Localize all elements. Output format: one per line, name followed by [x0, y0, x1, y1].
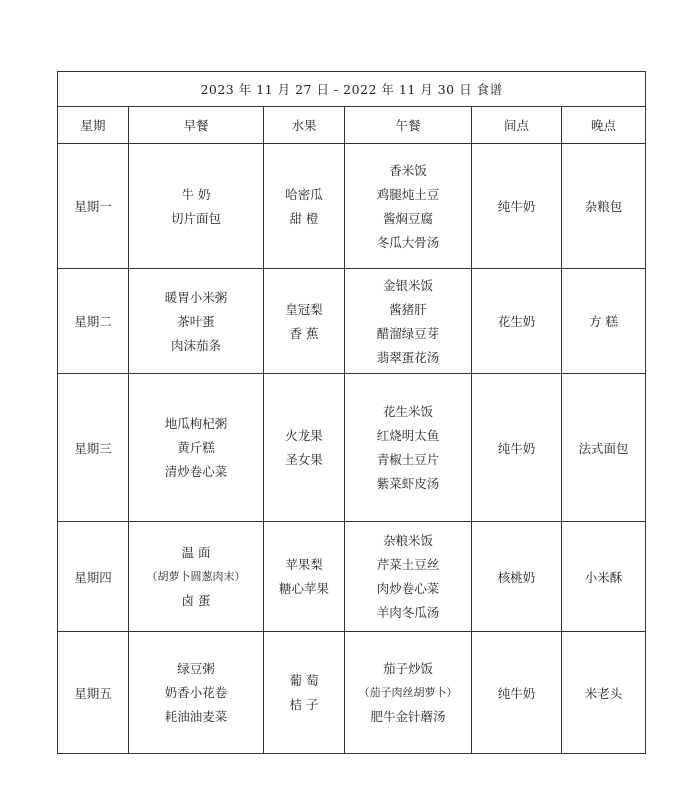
fruit-item: 圣女果 [285, 452, 323, 467]
lunch-item: 茄子炒饭 [382, 661, 433, 676]
dinner-cell: 米老头 [562, 632, 646, 754]
snack-cell: 核桃奶 [472, 522, 562, 632]
breakfast-cell [129, 522, 264, 632]
lunch-item: 醋溜绿豆芽 [376, 325, 440, 341]
header-dinner: 晚点 [562, 107, 646, 144]
table-row-monday [58, 144, 646, 269]
fruit-item: 苹果梨 [285, 557, 323, 572]
lunch-item: 紫菜虾皮汤 [376, 476, 440, 491]
lunch-cell [345, 374, 472, 522]
table-row-friday [58, 632, 646, 754]
breakfast-cell [129, 632, 264, 754]
breakfast-item: 肉沫茄条 [170, 337, 221, 353]
breakfast-item: 牛 奶 [181, 186, 211, 202]
lunch-item: （茄子肉丝胡萝卜） [358, 686, 458, 699]
breakfast-item: 切片面包 [170, 210, 221, 226]
fruit-item: 香 蕉 [289, 325, 319, 341]
fruit-cell [264, 374, 345, 522]
weekday-cell: 星期四 [58, 522, 129, 632]
breakfast-item: 温 面 [181, 545, 211, 560]
lunch-item: 肉炒卷心菜 [376, 581, 440, 596]
fruit-item: 甜 橙 [289, 210, 319, 226]
lunch-item: 酱焖豆腐 [382, 210, 433, 226]
fruit-item: 糖心苹果 [278, 581, 329, 596]
header-breakfast: 早餐 [129, 107, 264, 144]
lunch-item: 红烧明太鱼 [376, 428, 440, 443]
lunch-item: 金银米饭 [382, 277, 433, 293]
breakfast-item: 暖胃小米粥 [164, 289, 228, 305]
lunch-item: 翡翠蛋花汤 [376, 349, 440, 365]
lunch-item: 杂粮米饭 [382, 533, 433, 548]
fruit-cell [264, 269, 345, 374]
lunch-item: 青椒土豆片 [376, 452, 440, 467]
dinner-cell: 方 糕 [562, 269, 646, 374]
lunch-cell [345, 632, 472, 754]
lunch-cell [345, 269, 472, 374]
menu-title: 2023 年 11 月 27 日 - 2022 年 11 月 30 日 食谱 [58, 72, 646, 107]
breakfast-cell [129, 269, 264, 374]
lunch-item: 鸡腿炖土豆 [376, 186, 440, 202]
table-row-wednesday [58, 374, 646, 522]
fruit-cell [264, 144, 345, 269]
table-row-thursday [58, 522, 646, 632]
snack-cell: 纯牛奶 [472, 632, 562, 754]
snack-cell: 花生奶 [472, 269, 562, 374]
header-weekday: 星期 [58, 107, 129, 144]
lunch-item: 花生米饭 [382, 404, 433, 419]
lunch-cell [345, 522, 472, 632]
header-fruit: 水果 [264, 107, 345, 144]
breakfast-cell [129, 374, 264, 522]
fruit-item: 桔 子 [289, 697, 319, 712]
fruit-item: 葡 萄 [289, 673, 319, 688]
dinner-cell: 小米酥 [562, 522, 646, 632]
fruit-cell [264, 632, 345, 754]
breakfast-item: （胡萝卜圆葱肉末） [146, 570, 246, 583]
lunch-item: 冬瓜大骨汤 [376, 234, 440, 250]
breakfast-item: 绿豆粥 [177, 661, 215, 676]
snack-cell: 纯牛奶 [472, 144, 562, 269]
lunch-item: 肥牛金针蘑汤 [370, 709, 446, 724]
fruit-item: 火龙果 [285, 428, 323, 443]
breakfast-item: 黄斤糕 [177, 440, 215, 455]
weekday-cell: 星期一 [58, 144, 129, 269]
breakfast-item: 奶香小花卷 [164, 685, 228, 700]
breakfast-item: 茶叶蛋 [177, 313, 215, 329]
breakfast-item: 耗油油麦菜 [164, 709, 228, 724]
fruit-cell [264, 522, 345, 632]
fruit-item: 皇冠梨 [285, 301, 323, 317]
lunch-item: 香米饭 [389, 162, 427, 178]
weekday-cell: 星期三 [58, 374, 129, 522]
weekday-cell: 星期五 [58, 632, 129, 754]
header-snack: 间点 [472, 107, 562, 144]
breakfast-item: 清炒卷心菜 [164, 464, 228, 479]
lunch-item: 酱猪肝 [389, 301, 427, 317]
dinner-cell: 杂粮包 [562, 144, 646, 269]
lunch-item: 芹菜土豆丝 [376, 557, 440, 572]
breakfast-cell [129, 144, 264, 269]
table-row-tuesday [58, 269, 646, 374]
lunch-cell [345, 144, 472, 269]
header-row [58, 107, 646, 144]
lunch-item: 羊肉冬瓜汤 [376, 605, 440, 620]
weekday-cell: 星期二 [58, 269, 129, 374]
menu-table [57, 71, 646, 754]
fruit-item: 哈密瓜 [285, 186, 323, 202]
breakfast-item: 地瓜枸杞粥 [164, 416, 228, 431]
header-lunch: 午餐 [345, 107, 472, 144]
snack-cell: 纯牛奶 [472, 374, 562, 522]
dinner-cell: 法式面包 [562, 374, 646, 522]
breakfast-item: 卤 蛋 [181, 593, 211, 608]
